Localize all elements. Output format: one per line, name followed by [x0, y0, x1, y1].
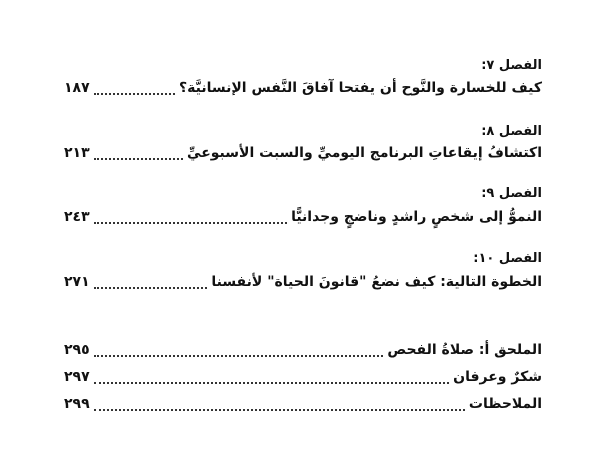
dot-leader [94, 355, 384, 357]
chapter-7-title: كيف للخسارة والنَّوح أن يفتحا آفاقَ النَّفس الإنسانيَّة؟ [179, 80, 542, 96]
table-of-contents [64, 0, 542, 470]
toc-entry-chapter-9[interactable] [64, 209, 542, 229]
chapter-7-label: الفصل ٧: [481, 58, 542, 73]
dot-leader [94, 93, 175, 95]
toc-entry-chapter-8[interactable] [64, 145, 542, 165]
toc-entry-chapter-10[interactable] [64, 274, 542, 294]
toc-entry-notes[interactable] [64, 396, 542, 416]
appendix-a-title: الملحق أ: صلاةُ الفحص [387, 342, 542, 358]
dot-leader [94, 287, 208, 289]
chapter-7-page: ١٨٧ [64, 80, 90, 96]
chapter-10-page: ٢٧١ [64, 274, 90, 290]
dot-leader [94, 409, 465, 411]
dot-leader [94, 158, 183, 160]
acknowledgments-title: شكرٌ وعرفان [453, 369, 542, 385]
chapter-9-page: ٢٤٣ [64, 209, 90, 225]
toc-entry-chapter-7[interactable] [64, 80, 542, 100]
notes-title: الملاحظات [468, 396, 542, 412]
dot-leader [94, 222, 287, 224]
chapter-10-title: الخطوة التالية: كيف نضعُ "قانونَ الحياة" لأنفسنا [211, 274, 542, 290]
dot-leader [94, 382, 450, 384]
notes-page: ٢٩٩ [64, 396, 90, 412]
chapter-9-title: النموُّ إلى شخصٍ راشدٍ وناضجٍ وجدانيًّا [291, 209, 542, 225]
appendix-a-page: ٢٩٥ [64, 342, 90, 358]
chapter-8-label: الفصل ٨: [481, 124, 542, 139]
chapter-8-page: ٢١٣ [64, 145, 90, 161]
toc-entry-acknowledgments[interactable] [64, 369, 542, 389]
toc-entry-appendix-a[interactable] [64, 342, 542, 362]
chapter-8-title: اكتشافُ إيقاعاتِ البرنامج اليوميِّ والسبت الأسبوعيِّ [187, 145, 542, 161]
chapter-10-label: الفصل ١٠: [473, 251, 542, 266]
chapter-9-label: الفصل ٩: [481, 186, 542, 201]
acknowledgments-page: ٢٩٧ [64, 369, 90, 385]
